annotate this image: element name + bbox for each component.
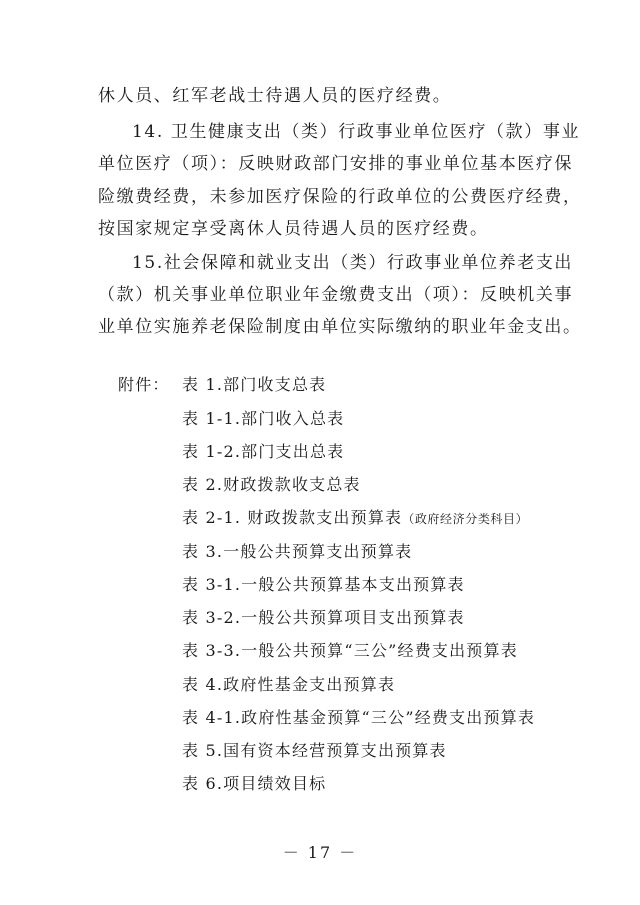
attachment-item: 表 4-1.政府性基金预算“三公”经费支出预算表 [182,708,536,727]
body-line: （款）机关事业单位职业年金缴费支出（项）：反映机关事 [98,285,574,305]
body-line: 险缴费经费，未参加医疗保险的行政单位的公费医疗经费， [98,187,582,207]
body-line: 按国家规定享受离休人员待遇人员的医疗经费。 [98,219,489,239]
attachment-item: 表 1-2.部门支出总表 [182,442,345,461]
attachments-label: 附件： [118,375,170,394]
page-number: － 17 － [282,843,358,862]
attachment-item: 表 5.国有资本经营预算支出预算表 [182,741,447,760]
attachment-item: 表 2-1. 财政拨款支出预算表 [182,508,403,527]
body-line: 单位医疗（项）：反映财政部门安排的事业单位基本医疗保 [98,154,574,174]
attachment-item-with-note [182,507,528,530]
attachment-item: 表 3-2.一般公共预算项目支出预算表 [182,608,465,627]
attachment-item-note: （政府经济分类科目） [402,512,529,526]
attachment-item: 表 4.政府性基金支出预算表 [182,675,396,694]
attachment-item: 表 1.部门收支总表 [182,375,327,394]
body-line: 15.社会保障和就业支出（类）行政事业单位养老支出 [132,253,574,273]
attachment-item: 表 6.项目绩效目标 [182,774,327,793]
attachment-item: 表 2.财政拨款收支总表 [182,475,361,494]
attachment-item: 表 3-1.一般公共预算基本支出预算表 [182,575,465,594]
attachment-item: 表 3-3.一般公共预算“三公”经费支出预算表 [182,641,518,660]
body-line: 业单位实施养老保险制度由单位实际缴纳的职业年金支出。 [98,317,582,337]
body-line: 休人员、红军老战士待遇人员的医疗经费。 [98,86,452,106]
attachment-item: 表 3.一般公共预算支出预算表 [182,542,413,561]
body-line: 14. 卫生健康支出（类）行政事业单位医疗（款）事业 [132,122,581,142]
attachment-item: 表 1-1.部门收入总表 [182,409,345,428]
